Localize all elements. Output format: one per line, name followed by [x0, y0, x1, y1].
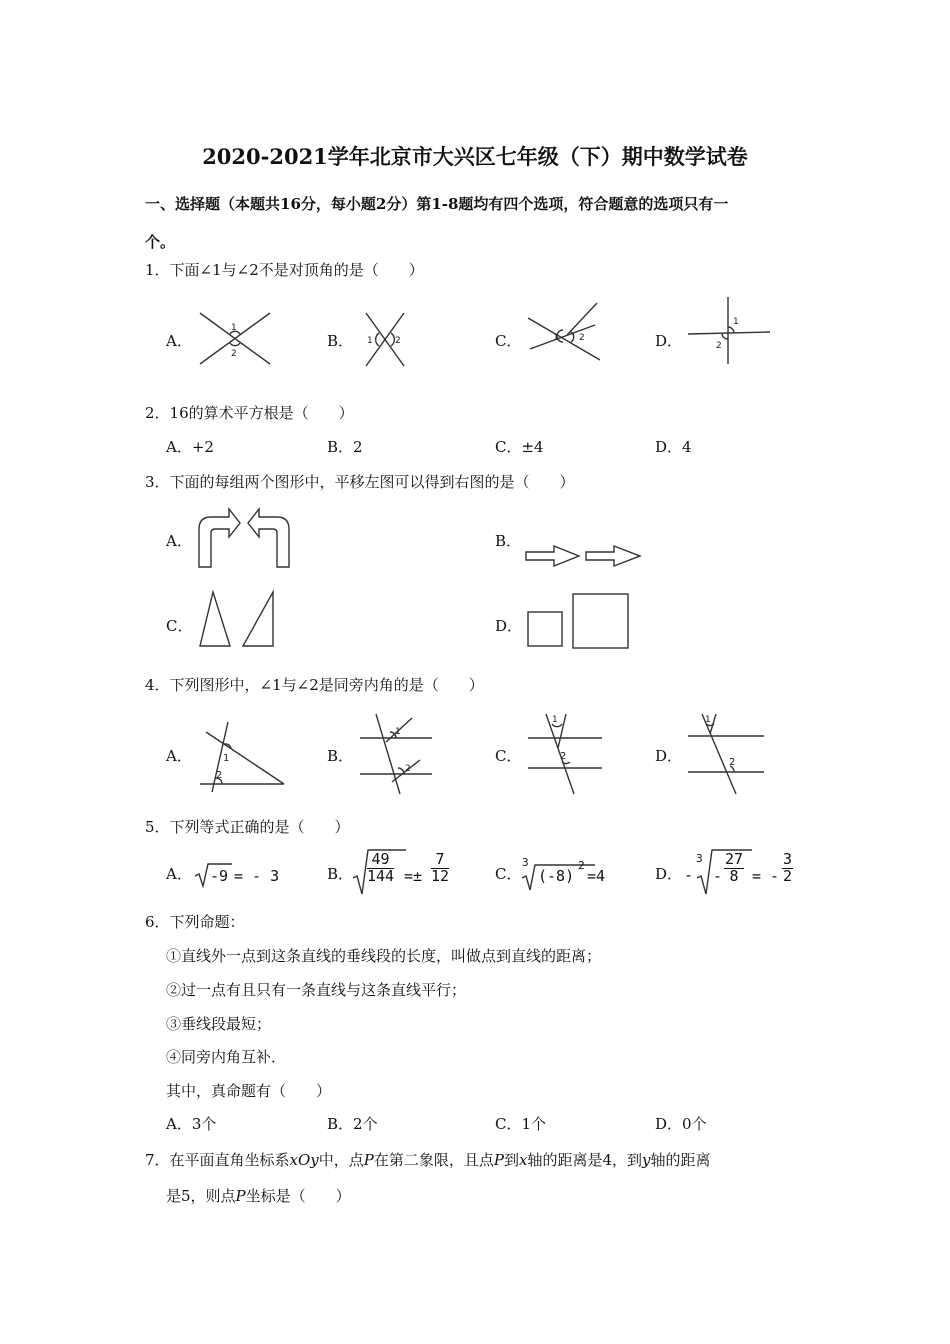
q4a-angle1-label: 1: [223, 753, 230, 764]
q3-figure-b-arrows: [524, 544, 644, 570]
q1-figure-b: [360, 308, 410, 370]
q7-stem-line2: [166, 1189, 351, 1204]
q5b-rhs-numerator: 7: [431, 852, 449, 869]
q4c-angle2-label: 2: [560, 751, 567, 762]
q5b-denominator: 144: [367, 866, 395, 885]
q5b-rhs-denominator: 12: [431, 866, 450, 885]
q6-stem: 6．下列命题：: [145, 913, 245, 931]
q7-text-6: 轴的距离: [650, 1151, 711, 1169]
q7-text-5: 轴的距离是4，到: [527, 1151, 643, 1169]
q1-option-d-label[interactable]: D．: [655, 332, 683, 350]
q4-figure-c: [526, 712, 604, 796]
q5d-index: 3: [696, 852, 703, 865]
q5d-denominator: 8: [729, 866, 739, 885]
q4-figure-a: [198, 718, 288, 794]
q7-var-x: x: [519, 1151, 528, 1169]
q1-option-b-label[interactable]: B．: [327, 332, 354, 350]
q6-ask: 其中，真命题有（ ）: [166, 1082, 332, 1100]
q5c-radicand: (-8): [538, 867, 575, 885]
section-heading: 一、选择题（本题共16分，每小题2分）第1-8题均有四个选项，符合题意的选项只有一: [145, 195, 729, 213]
q7-text-3: 在第二象限，且点: [373, 1151, 494, 1169]
q5b-equals: =±: [404, 867, 423, 885]
q4-option-c-label[interactable]: C．: [495, 747, 522, 765]
q5c-rhs: =4: [587, 867, 606, 885]
q7-text-8: 坐标是（ ）: [245, 1187, 351, 1205]
q1-option-a-label[interactable]: A．: [166, 332, 192, 350]
q4-option-d-label[interactable]: D．: [655, 747, 683, 765]
q7-var-p2: P: [493, 1151, 504, 1169]
q5c-exponent: 2: [578, 859, 585, 872]
q4b-angle1-label: 1: [395, 727, 401, 737]
q5d-numerator: 27: [725, 850, 744, 868]
q4a-angle2-label: 2: [216, 770, 223, 781]
q1b-angle2-label: 2: [395, 336, 401, 346]
q7-text-4: 到: [504, 1151, 520, 1169]
q3-figure-d-squares: [526, 592, 632, 650]
q3-option-c-label[interactable]: C．: [166, 617, 193, 635]
q1c-angle2-label: 2: [579, 333, 585, 343]
q5-option-a-label[interactable]: A．: [166, 865, 192, 883]
q6-item-1: ①直线外一点到这条直线的垂线段的长度，叫做点到直线的距离；: [166, 947, 602, 965]
q5-stem: 5．下列等式正确的是（ ）: [145, 818, 350, 836]
q5d-negative: -: [684, 866, 694, 884]
q1-figure-a: [195, 308, 275, 370]
q7-stem-line1: [145, 1153, 711, 1168]
q5d-equals: = -: [752, 867, 780, 885]
q6-option-a[interactable]: A．3个: [166, 1115, 217, 1133]
q1-figure-c: [525, 300, 605, 370]
q1d-angle1-label: 1: [733, 317, 739, 327]
q4-figure-d: [686, 712, 766, 796]
q5b-numerator: 49: [367, 852, 394, 869]
q4-stem: 4．下列图形中，∠1与∠2是同旁内角的是（ ）: [145, 676, 484, 694]
q5a-rhs: = - 3: [234, 867, 280, 885]
q1-option-c-label[interactable]: C．: [495, 332, 522, 350]
page-title: 2020-2021学年北京市大兴区七年级（下）期中数学试卷: [202, 144, 748, 169]
q5-option-d-label[interactable]: D．: [655, 865, 683, 883]
q1c-angle1-label: 1: [553, 333, 559, 343]
q3-figure-a-arrows: [195, 505, 295, 569]
q3-stem: 3．下面的每组两个图形中，平移左图可以得到右图的是（ ）: [145, 473, 575, 491]
q4c-angle1-label: 1: [552, 715, 558, 725]
q5d-rhs-denominator: 2: [783, 866, 793, 885]
q1b-angle1-label: 1: [367, 336, 373, 346]
q3-option-b-label[interactable]: B．: [495, 532, 522, 550]
q2-option-c[interactable]: C．±4: [495, 438, 544, 456]
q7-var-xoy: xOy: [289, 1151, 319, 1169]
q3-option-d-label[interactable]: D．: [495, 617, 523, 635]
q7-var-p1: P: [363, 1151, 374, 1169]
q5-option-c-label[interactable]: C．: [495, 865, 522, 883]
q4b-angle2-label: 2: [405, 764, 411, 774]
q6-item-3: ③垂线段最短；: [166, 1015, 272, 1033]
q1d-angle2-label: 2: [716, 341, 722, 351]
q5b-rhs-fraction: [431, 852, 449, 885]
q5b-fraction: [367, 852, 394, 885]
q6-item-2: ②过一点有且只有一条直线与这条直线平行；: [166, 981, 467, 999]
q5d-inner-negative: -: [713, 867, 723, 885]
q7-text-1: 7．在平面直角坐标系: [145, 1151, 290, 1169]
q7-var-p3: P: [235, 1187, 246, 1205]
q2-option-b[interactable]: B．2: [327, 438, 363, 456]
q1a-angle2-label: 2: [231, 349, 237, 359]
q4-option-b-label[interactable]: B．: [327, 747, 354, 765]
q4d-angle1-label: 1: [705, 715, 711, 725]
q5c-index: 3: [522, 856, 529, 869]
q1a-angle1-label: 1: [231, 323, 237, 333]
q7-var-y: y: [642, 1151, 651, 1169]
q6-option-d[interactable]: D．0个: [655, 1115, 707, 1133]
q2-option-a[interactable]: A．+2: [166, 438, 214, 456]
q7-text-7: 是5，则点: [166, 1187, 236, 1205]
q6-option-c[interactable]: C．1个: [495, 1115, 547, 1133]
q5d-fraction: [724, 852, 744, 885]
q4d-angle2-label: 2: [729, 757, 736, 768]
q5a-radicand: -9: [210, 867, 229, 885]
q5-option-b-label[interactable]: B．: [327, 865, 354, 883]
q7-text-2: 中，点: [318, 1151, 364, 1169]
q2-option-d[interactable]: D．4: [655, 438, 692, 456]
q6-item-4: ④同旁内角互补．: [166, 1048, 287, 1066]
q4-figure-b: [358, 712, 434, 796]
q4-option-a-label[interactable]: A．: [166, 747, 192, 765]
q3-option-a-label[interactable]: A．: [166, 532, 192, 550]
q5d-rhs-numerator: 3: [783, 850, 793, 868]
q3-figure-c-triangles: [198, 590, 280, 648]
q6-option-b[interactable]: B．2个: [327, 1115, 378, 1133]
q1-figure-d: [685, 294, 775, 368]
section-heading-cont: 个。: [145, 233, 176, 251]
q1-stem: 1．下面∠1与∠2不是对顶角的是（ ）: [145, 261, 424, 279]
q5d-rhs-fraction: [782, 852, 793, 885]
q2-stem: 2．16的算术平方根是（ ）: [145, 404, 354, 422]
